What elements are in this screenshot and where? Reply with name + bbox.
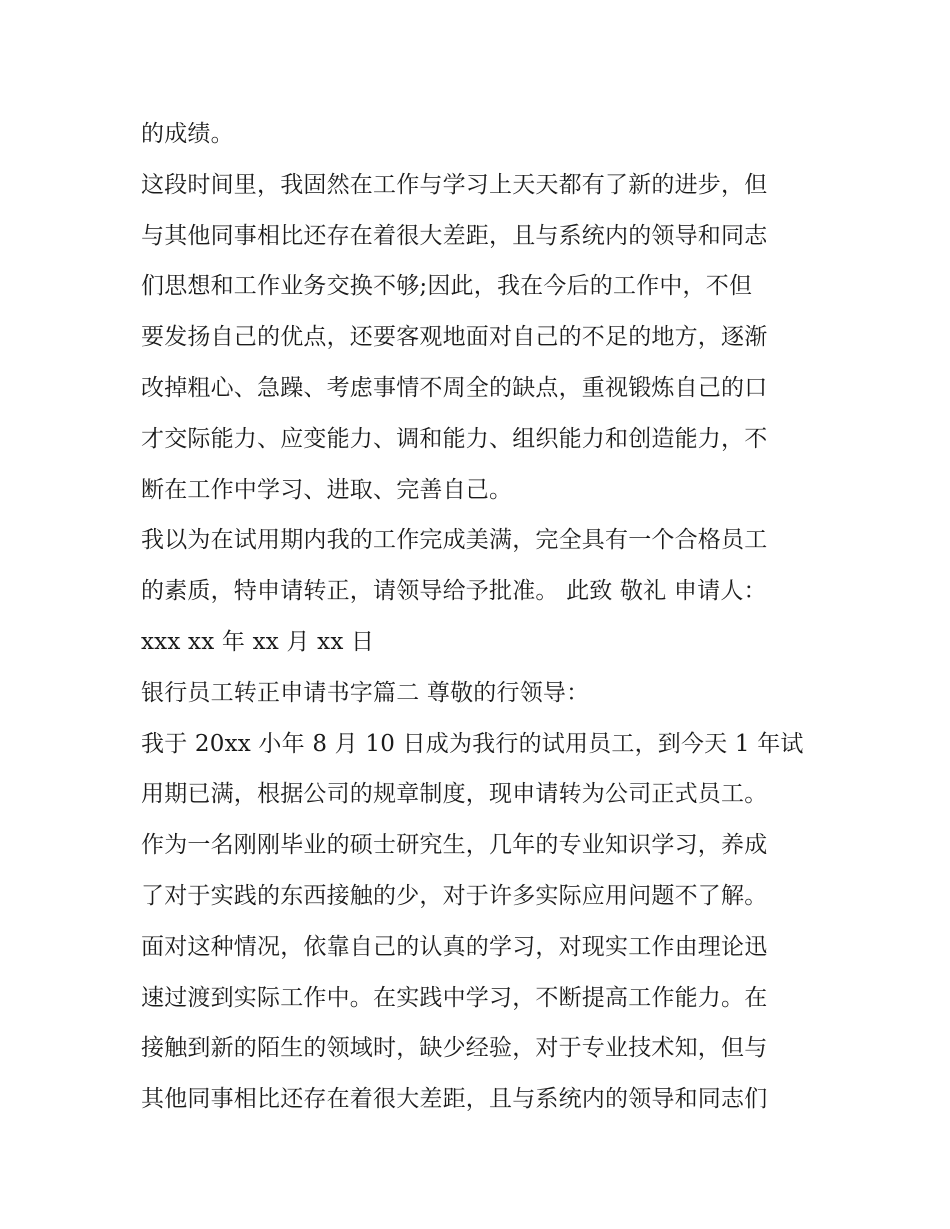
text-line: 接触到新的陌生的领域时，缺少经验，对于专业技术知，但与 (141, 1035, 768, 1062)
text-line: 们思想和工作业务交换不够;因此，我在今后的工作中，不但 (141, 273, 753, 300)
text-line: 我于 20xx 小年 8 月 10 日成为我行的试用员工，到今天 1 年试 (141, 730, 804, 757)
text-line: 速过渡到实际工作中。在实践中学习，不断提高工作能力。在 (141, 984, 768, 1011)
text-line: 我以为在试用期内我的工作完成美满，完全具有一个合格员工 (141, 527, 768, 554)
text-line: 其他同事相比还存在着很大差距，且与系统内的领导和同志们 (141, 1086, 768, 1113)
text-line: 与其他同事相比还存在着很大差距，且与系统内的领导和同志 (141, 222, 768, 249)
text-line: 断在工作中学习、进取、完善自己。 (141, 476, 513, 503)
text-line: 面对这种情况，依靠自己的认真的学习，对现实工作由理论迅 (141, 933, 768, 960)
text-line: 的成绩。 (141, 121, 234, 147)
text-line: 要发扬自己的优点，还要客观地面对自己的不足的地方，逐渐 (141, 324, 768, 351)
text-line: 这段时间里，我固然在工作与学习上天天都有了新的进步，但 (141, 171, 768, 198)
text-line: 的素质，特申请转正，请领导给予批准。 此致 敬礼 申请人： (141, 578, 767, 605)
text-line: 作为一名刚刚毕业的硕士研究生，几年的专业知识学习，养成 (141, 832, 768, 859)
text-line: 银行员工转正申请书字篇二 尊敬的行领导： (141, 679, 590, 706)
text-line: 才交际能力、应变能力、调和能力、组织能力和创造能力，不 (141, 425, 768, 452)
text-line: xxx xx 年 xx 月 xx 日 (141, 628, 375, 655)
document-body (141, 109, 821, 1125)
text-line: 改掉粗心、急躁、考虑事情不周全的缺点，重视锻炼自己的口 (141, 374, 768, 401)
text-line: 用期已满，根据公司的规章制度，现申请转为公司正式员工。 (141, 781, 768, 808)
text-line: 了对于实践的东西接触的少，对于许多实际应用问题不了解。 (141, 882, 768, 909)
